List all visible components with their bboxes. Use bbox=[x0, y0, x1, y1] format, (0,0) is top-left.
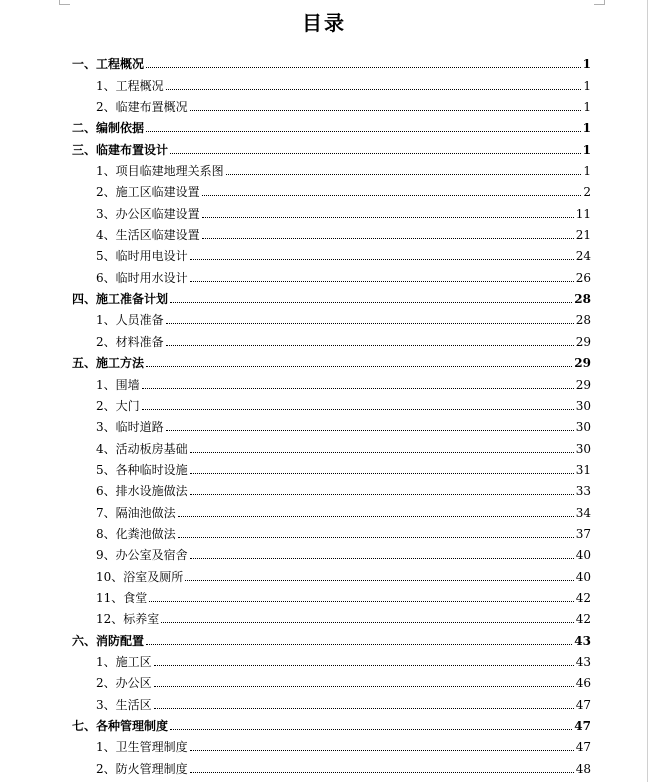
toc-subsection-entry[interactable] bbox=[72, 263, 591, 284]
toc-entry-label: 11、食堂 bbox=[96, 590, 148, 605]
toc-subsection-entry[interactable] bbox=[72, 242, 591, 263]
toc-entry-label: 三、临建布置设计 bbox=[72, 142, 169, 157]
toc-entry-label: 9、办公室及宿舍 bbox=[96, 548, 188, 563]
dot-leader bbox=[202, 217, 574, 218]
toc-subsection-entry[interactable] bbox=[72, 93, 591, 114]
toc-subsection-entry[interactable] bbox=[72, 669, 591, 690]
toc-entry-label: 1、项目临建地理关系图 bbox=[96, 164, 224, 179]
toc-entry-page-number: 29 bbox=[574, 356, 591, 371]
toc-entry-page-number: 30 bbox=[575, 441, 591, 456]
toc-entry-page-number: 40 bbox=[575, 569, 591, 584]
toc-entry-label: 1、卫生管理制度 bbox=[96, 740, 188, 755]
toc-entry-page-number: 29 bbox=[575, 377, 591, 392]
dot-leader bbox=[190, 452, 574, 453]
toc-entry-page-number: 34 bbox=[575, 505, 591, 520]
dot-leader bbox=[202, 238, 574, 239]
dot-leader bbox=[154, 708, 574, 709]
toc-entry-label: 6、临时用水设计 bbox=[96, 270, 188, 285]
toc-subsection-entry[interactable] bbox=[72, 178, 591, 199]
dot-leader bbox=[142, 388, 574, 389]
toc-entry-label: 六、消防配置 bbox=[72, 633, 145, 648]
toc-subsection-entry[interactable] bbox=[72, 434, 591, 455]
dot-leader bbox=[202, 195, 582, 196]
toc-entry-label: 12、标养室 bbox=[96, 612, 160, 627]
toc-entry-page-number: 43 bbox=[574, 633, 591, 648]
toc-entry-page-number: 28 bbox=[575, 313, 591, 328]
toc-section-entry[interactable] bbox=[72, 349, 591, 370]
toc-entry-page-number: 1 bbox=[583, 78, 591, 93]
toc-entry-label: 2、临建布置概况 bbox=[96, 100, 188, 115]
dot-leader bbox=[146, 366, 572, 367]
toc-entry-page-number: 1 bbox=[583, 164, 591, 179]
toc-subsection-entry[interactable] bbox=[72, 498, 591, 519]
toc-entry-page-number: 40 bbox=[575, 548, 591, 563]
dot-leader bbox=[166, 323, 574, 324]
toc-entry-page-number: 26 bbox=[575, 270, 591, 285]
toc-subsection-entry[interactable] bbox=[72, 733, 591, 754]
toc-subsection-entry[interactable] bbox=[72, 605, 591, 626]
dot-leader bbox=[190, 110, 582, 111]
toc-section-entry[interactable] bbox=[72, 712, 591, 733]
toc-subsection-entry[interactable] bbox=[72, 157, 591, 178]
toc-entry-label: 2、办公区 bbox=[96, 676, 152, 691]
toc-subsection-entry[interactable] bbox=[72, 541, 591, 562]
dot-leader bbox=[170, 302, 572, 303]
dot-leader bbox=[178, 537, 574, 538]
toc-title: 目录 bbox=[302, 11, 346, 35]
toc-subsection-entry[interactable] bbox=[72, 648, 591, 669]
toc-entry-page-number: 47 bbox=[575, 697, 591, 712]
toc-subsection-entry[interactable] bbox=[72, 520, 591, 541]
toc-entry-page-number: 48 bbox=[575, 761, 591, 776]
dot-leader bbox=[190, 259, 574, 260]
toc-entry-label: 3、生活区 bbox=[96, 697, 152, 712]
toc-entry-label: 6、排水设施做法 bbox=[96, 484, 188, 499]
toc-subsection-entry[interactable] bbox=[72, 370, 591, 391]
toc-entry-page-number: 47 bbox=[574, 719, 591, 733]
toc-section-entry[interactable] bbox=[72, 626, 591, 647]
toc-section-entry[interactable] bbox=[72, 285, 591, 306]
dot-leader bbox=[190, 558, 574, 559]
toc-section-entry[interactable] bbox=[72, 114, 591, 135]
toc-entry-page-number: 33 bbox=[575, 484, 591, 499]
dot-leader bbox=[146, 67, 581, 68]
toc-entry-label: 1、围墙 bbox=[96, 377, 140, 392]
toc-entry-page-number: 31 bbox=[575, 462, 591, 477]
toc-entry-label: 1、工程概况 bbox=[96, 78, 164, 93]
toc-entry-page-number: 30 bbox=[575, 420, 591, 435]
toc-entry-label: 4、生活区临建设置 bbox=[96, 228, 200, 243]
toc-entry-label: 2、施工区临建设置 bbox=[96, 185, 200, 200]
toc-subsection-entry[interactable] bbox=[72, 754, 591, 775]
toc-entry-label: 一、工程概况 bbox=[72, 57, 145, 72]
toc-subsection-entry[interactable] bbox=[72, 690, 591, 711]
toc-entry-page-number: 43 bbox=[575, 654, 591, 669]
toc-entry-page-number: 21 bbox=[575, 228, 591, 243]
toc-entry-label: 3、临时道路 bbox=[96, 420, 164, 435]
toc-subsection-entry[interactable] bbox=[72, 71, 591, 92]
dot-leader bbox=[142, 409, 574, 410]
toc-entry-label: 2、防火管理制度 bbox=[96, 761, 188, 776]
toc-entry-page-number: 28 bbox=[574, 292, 591, 307]
toc-entry-page-number: 46 bbox=[575, 676, 591, 691]
toc-entry-page-number: 42 bbox=[575, 612, 591, 627]
toc-entry-label: 3、办公区临建设置 bbox=[96, 206, 200, 221]
toc-section-entry[interactable] bbox=[72, 135, 591, 156]
toc-entry-label: 10、浴室及厕所 bbox=[96, 569, 184, 584]
toc-entry-label: 四、施工准备计划 bbox=[72, 292, 169, 307]
toc-entry-page-number: 2 bbox=[583, 185, 591, 200]
toc-entry-label: 七、各种管理制度 bbox=[72, 719, 169, 733]
toc-section-entry[interactable] bbox=[72, 50, 591, 71]
toc-entry-page-number: 29 bbox=[575, 334, 591, 349]
toc-subsection-entry[interactable] bbox=[72, 392, 591, 413]
toc-entry-page-number: 11 bbox=[575, 206, 591, 221]
toc-entry-label: 5、临时用电设计 bbox=[96, 249, 188, 264]
toc-entry-label: 2、材料准备 bbox=[96, 334, 164, 349]
dot-leader bbox=[170, 729, 572, 730]
toc-entry-label: 5、各种临时设施 bbox=[96, 462, 188, 477]
toc-entry-label: 4、活动板房基础 bbox=[96, 441, 188, 456]
toc-entry-page-number: 42 bbox=[575, 590, 591, 605]
toc-subsection-entry[interactable] bbox=[72, 584, 591, 605]
dot-leader bbox=[146, 131, 581, 132]
toc-entry-page-number: 47 bbox=[575, 740, 591, 755]
dot-leader bbox=[166, 345, 574, 346]
toc-entry-label: 2、大门 bbox=[96, 398, 140, 413]
dot-leader bbox=[166, 89, 582, 90]
table-of-contents bbox=[72, 50, 591, 776]
toc-subsection-entry[interactable] bbox=[72, 477, 591, 498]
dot-leader bbox=[154, 665, 574, 666]
dot-leader bbox=[226, 174, 582, 175]
toc-entry-label: 1、施工区 bbox=[96, 654, 152, 669]
toc-subsection-entry[interactable] bbox=[72, 413, 591, 434]
toc-entry-label: 五、施工方法 bbox=[72, 356, 145, 371]
dot-leader bbox=[190, 281, 574, 282]
toc-entry-page-number: 37 bbox=[575, 526, 591, 541]
toc-subsection-entry[interactable] bbox=[72, 306, 591, 327]
dot-leader bbox=[178, 516, 574, 517]
toc-subsection-entry[interactable] bbox=[72, 221, 591, 242]
toc-entry-label: 7、隔油池做法 bbox=[96, 505, 176, 520]
toc-entry-page-number: 30 bbox=[575, 398, 591, 413]
dot-leader bbox=[170, 153, 581, 154]
toc-entry-page-number: 1 bbox=[582, 121, 591, 136]
dot-leader bbox=[146, 644, 572, 645]
dot-leader bbox=[190, 750, 574, 751]
page-corner-mark-left bbox=[59, 0, 70, 5]
toc-entry-label: 1、人员准备 bbox=[96, 313, 164, 328]
toc-subsection-entry[interactable] bbox=[72, 456, 591, 477]
toc-entry-label: 二、编制依据 bbox=[72, 121, 145, 136]
dot-leader bbox=[190, 494, 574, 495]
toc-subsection-entry[interactable] bbox=[72, 327, 591, 348]
toc-subsection-entry[interactable] bbox=[72, 562, 591, 583]
page-corner-mark-right bbox=[594, 0, 605, 5]
dot-leader bbox=[149, 601, 573, 602]
toc-entry-page-number: 1 bbox=[582, 57, 591, 72]
toc-entry-page-number: 1 bbox=[582, 142, 591, 157]
toc-entry-page-number: 24 bbox=[575, 249, 591, 264]
toc-entry-page-number: 1 bbox=[583, 100, 591, 115]
dot-leader bbox=[154, 686, 574, 687]
dot-leader bbox=[166, 430, 574, 431]
dot-leader bbox=[185, 580, 573, 581]
dot-leader bbox=[190, 473, 574, 474]
dot-leader bbox=[161, 622, 573, 623]
toc-entry-label: 8、化粪池做法 bbox=[96, 526, 176, 541]
toc-subsection-entry[interactable] bbox=[72, 199, 591, 220]
dot-leader bbox=[190, 772, 574, 773]
